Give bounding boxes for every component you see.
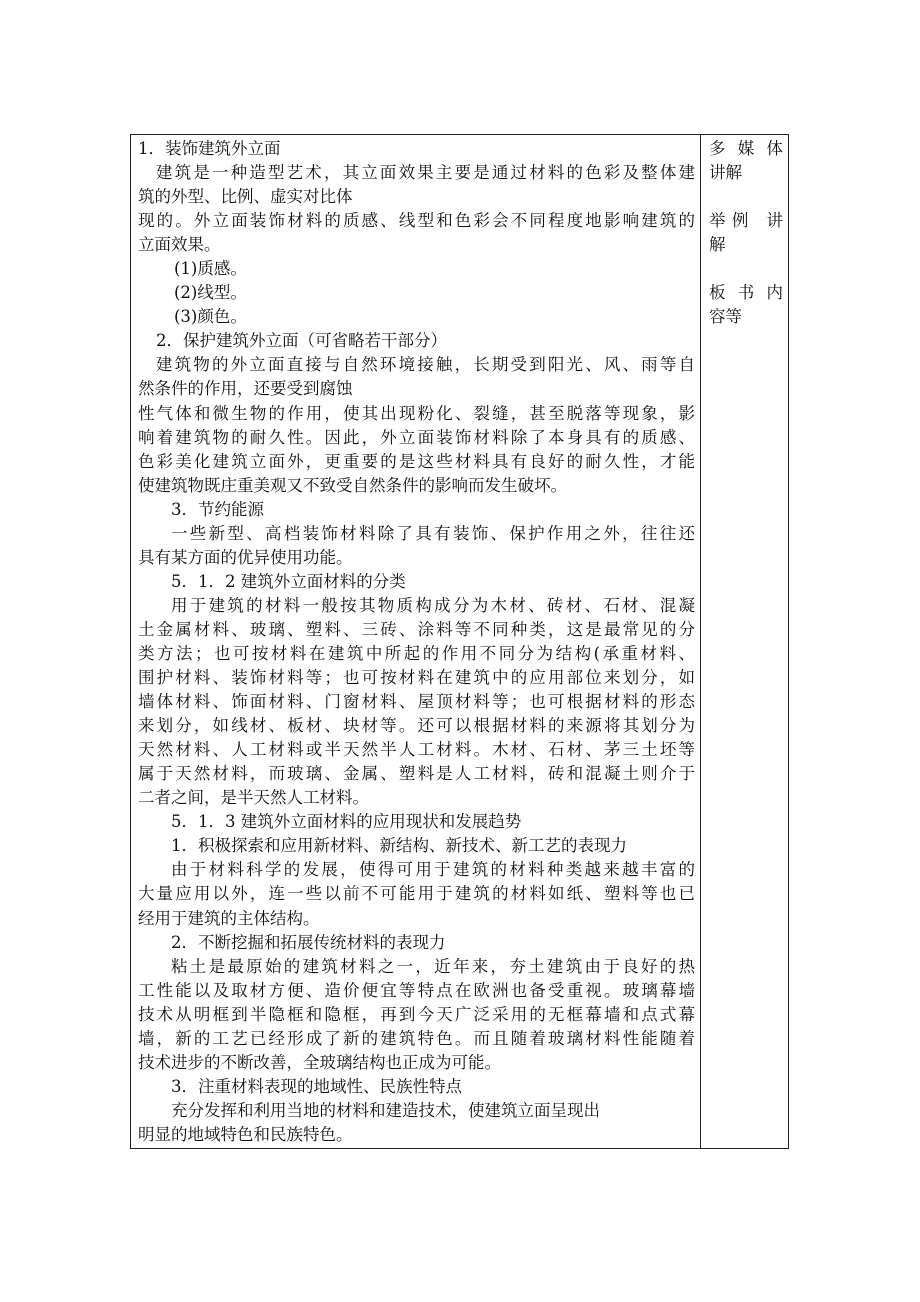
text-line: 墙，新的工艺已经形成了新的建筑特色。而且随着玻璃材料性能随着 bbox=[138, 1028, 695, 1048]
method-column bbox=[709, 137, 783, 329]
text-line: 5．1．3 建筑外立面材料的应用现状和发展趋势 bbox=[171, 812, 522, 832]
text-line: 2．不断挖掘和拓展传统材料的表现力 bbox=[171, 932, 446, 952]
text-line: 3．节约能源 bbox=[171, 499, 264, 519]
text-line: (3)颜色。 bbox=[174, 307, 247, 327]
text-line: 5．1．2 建筑外立面材料的分类 bbox=[171, 571, 406, 591]
text-line: 经用于建筑的主体结构。 bbox=[138, 908, 320, 928]
text-line: 墙体材料、饰面材料、门窗材料、屋顶材料等；也可根据材料的形态 bbox=[138, 692, 695, 712]
text-line: 筑的外型、比例、虚实对比体 bbox=[138, 187, 353, 207]
method-note: 多 媒 体 bbox=[709, 139, 783, 158]
method-note: 讲解 bbox=[709, 163, 742, 183]
text-line: 色彩美化建筑立面外，更重要的是这些材料具有良好的耐久性，才能 bbox=[138, 451, 695, 471]
text-line: 类方法；也可按材料在建筑中所起的作用不同分为结构(承重材料、 bbox=[138, 643, 695, 663]
text-line: 天然材料、人工材料或半天然半人工材料。木材、石材、茅三土坯等 bbox=[138, 740, 695, 760]
text-line: 立面效果。 bbox=[138, 235, 221, 255]
lesson-table bbox=[130, 134, 789, 1149]
text-line: 1．积极探索和应用新材料、新结构、新技术、新工艺的表现力 bbox=[171, 836, 627, 856]
text-line: 建筑物的外立面直接与自然环境接触，长期受到阳光、风、雨等自 bbox=[156, 355, 695, 375]
text-line: (1)质感。 bbox=[174, 259, 247, 279]
text-line: 充分发挥和利用当地的材料和建造技术，使建筑立面呈现出 bbox=[171, 1100, 600, 1120]
text-line: 明显的地域特色和民族特色。 bbox=[138, 1124, 353, 1144]
text-line: 一些新型、高档装饰材料除了具有装饰、保护作用之外，往往还 bbox=[171, 523, 695, 543]
text-line: 具有某方面的优异使用功能。 bbox=[138, 547, 353, 567]
text-line: (2)线型。 bbox=[174, 283, 247, 303]
text-line: 二者之间，是半天然人工材料。 bbox=[138, 788, 369, 808]
text-line: 用于建筑的材料一般按其物质构成分为木材、砖材、石材、混凝 bbox=[171, 595, 695, 615]
text-line: 粘土是最原始的建筑材料之一，近年来，夯土建筑由于良好的热 bbox=[171, 956, 695, 976]
text-line: 技术进步的不断改善，全玻璃结构也正成为可能。 bbox=[138, 1052, 501, 1072]
text-line: 建筑是一种造型艺术，其立面效果主要是通过材料的色彩及整体建 bbox=[156, 163, 695, 183]
text-line: 3．注重材料表现的地域性、民族性特点 bbox=[171, 1076, 462, 1096]
text-line: 技术从明框到半隐框和隐框，再到今天广泛采用的无框幕墙和点式幕 bbox=[138, 1004, 695, 1024]
text-line: 1．装饰建筑外立面 bbox=[138, 139, 281, 158]
text-line: 2．保护建筑外立面（可省略若干部分） bbox=[156, 331, 447, 351]
text-line: 现的。外立面装饰材料的质感、线型和色彩会不同程度地影响建筑的 bbox=[138, 211, 695, 231]
text-line: 大量应用以外，连一些以前不可能用于建筑的材料如纸、塑料等也已 bbox=[138, 884, 695, 904]
text-line: 使建筑物既庄重美观又不致受自然条件的影响而发生破坏。 bbox=[138, 475, 567, 495]
content-column bbox=[138, 137, 695, 1147]
column-divider bbox=[700, 135, 701, 1148]
text-line: 属于天然材料，而玻璃、金属、塑料是人工材料，砖和混凝土则介于 bbox=[138, 764, 695, 784]
text-line: 响着建筑物的耐久性。因此，外立面装饰材料除了本身具有的质感、 bbox=[138, 427, 695, 447]
text-line: 然条件的作用，还要受到腐蚀 bbox=[138, 379, 353, 399]
text-line: 土金属材料、玻璃、塑料、三砖、涂料等不同种类，这是最常见的分 bbox=[138, 619, 695, 639]
method-note: 举例 讲 bbox=[709, 211, 783, 231]
method-spacer bbox=[709, 257, 783, 281]
method-note: 容等 bbox=[709, 307, 742, 327]
text-line: 围护材料、装饰材料等；也可按材料在建筑中的应用部位来划分，如 bbox=[138, 668, 695, 688]
method-note: 板 书 内 bbox=[709, 283, 783, 303]
method-note: 解 bbox=[709, 235, 726, 255]
text-line: 由于材料科学的发展，使得可用于建筑的材料种类越来越丰富的 bbox=[171, 860, 695, 880]
text-line: 工性能以及取材方便、造价便宜等特点在欧洲也备受重视。玻璃幕墙 bbox=[138, 980, 695, 1000]
text-line: 性气体和微生物的作用，使其出现粉化、裂缝，甚至脱落等现象，影 bbox=[138, 403, 695, 423]
method-spacer bbox=[709, 185, 783, 209]
text-line: 来划分，如线材、板材、块材等。还可以根据材料的来源将其划分为 bbox=[138, 716, 695, 736]
